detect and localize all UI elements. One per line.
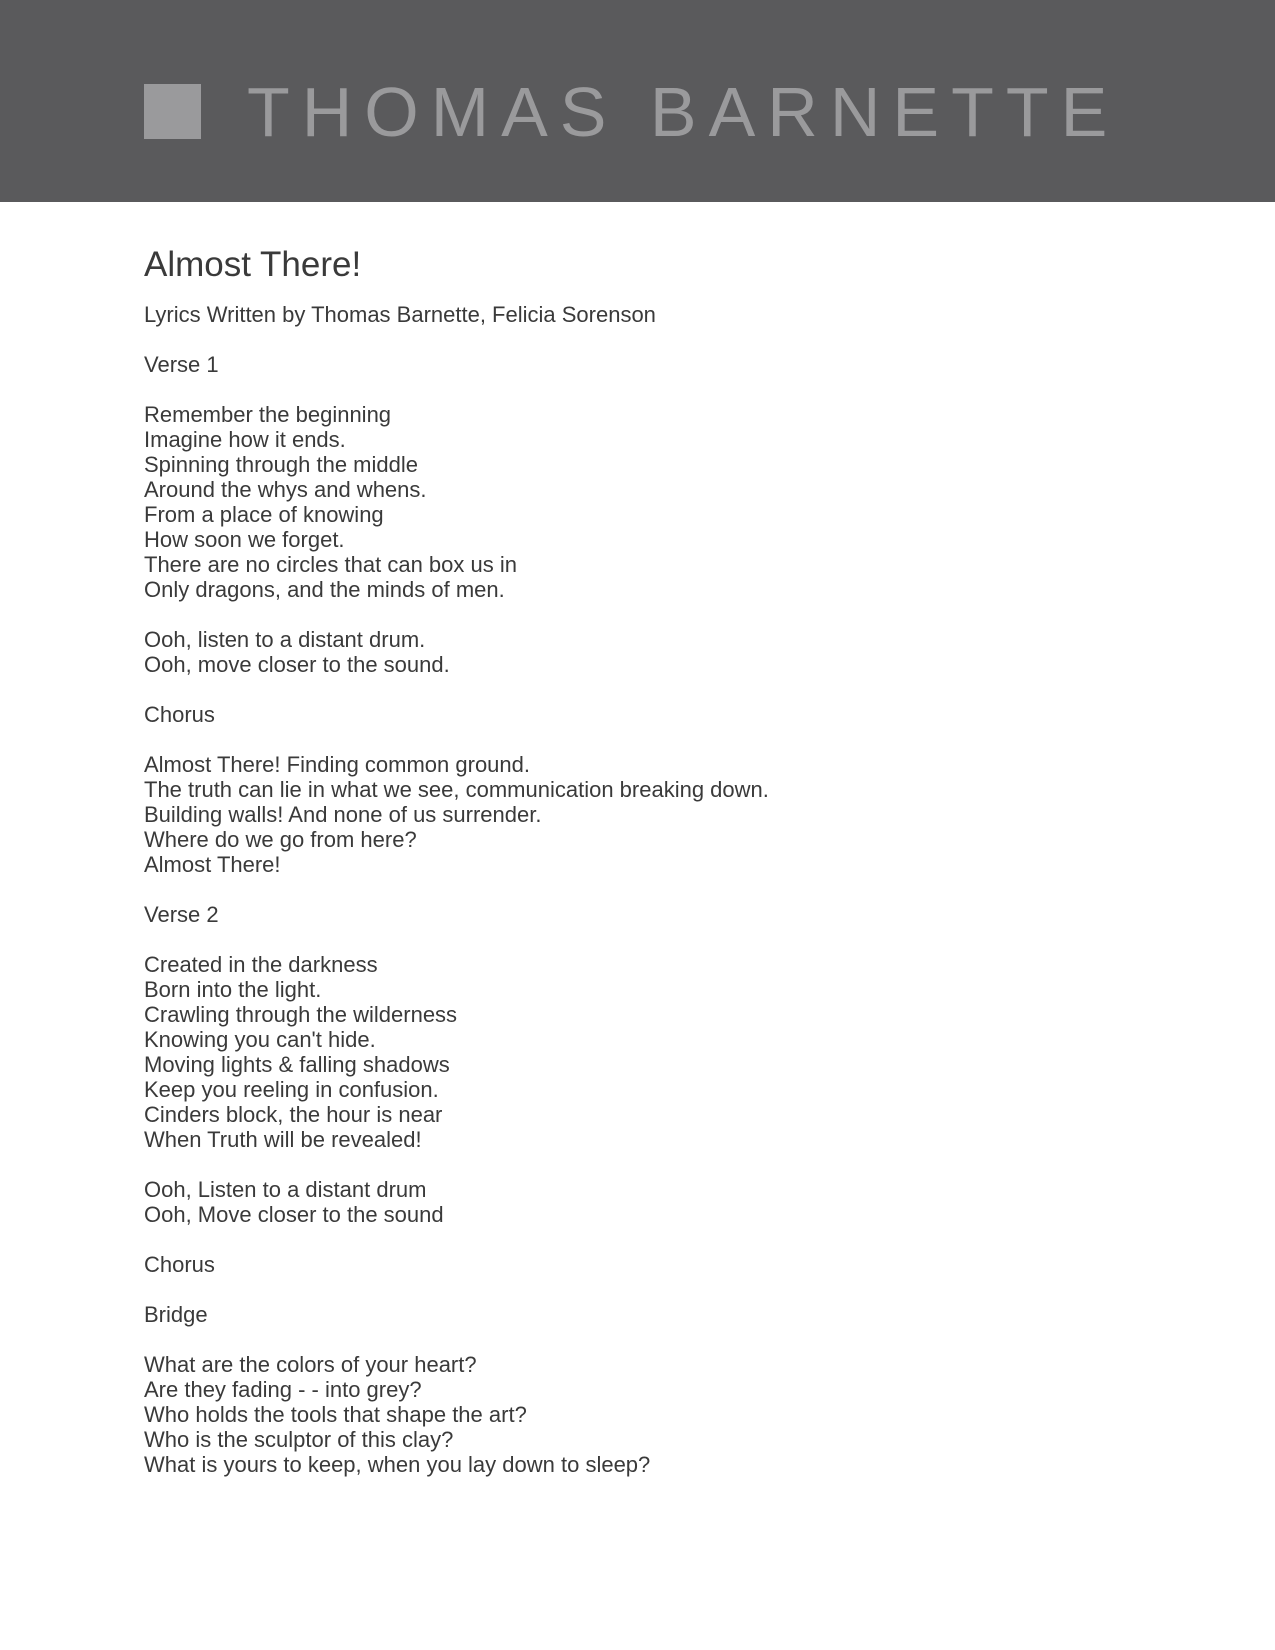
lyric-line: Who is the sculptor of this clay? — [144, 1427, 454, 1452]
stanza — [144, 752, 1194, 877]
stanza — [144, 1177, 1194, 1227]
brand-name: THOMAS BARNETTE — [247, 73, 1120, 151]
lyric-line: Ooh, Move closer to the sound — [144, 1202, 444, 1227]
lyric-line: Spinning through the middle — [144, 452, 418, 477]
lyric-line: Ooh, listen to a distant drum. — [144, 627, 426, 652]
lyric-line: What are the colors of your heart? — [144, 1352, 477, 1377]
lyric-line: Who holds the tools that shape the art? — [144, 1402, 527, 1427]
lyric-line: Cinders block, the hour is near — [144, 1102, 443, 1127]
lyric-line: Are they fading - - into grey? — [144, 1377, 422, 1402]
lyric-line: Building walls! And none of us surrender. — [144, 802, 542, 827]
lyric-line: What is yours to keep, when you lay down to sleep? — [144, 1452, 651, 1477]
stanza — [144, 1352, 1194, 1477]
lyric-line: Created in the darkness — [144, 952, 378, 977]
header-band — [0, 0, 1275, 202]
lyric-line: Moving lights & falling shadows — [144, 1052, 450, 1077]
lyric-line: Crawling through the wilderness — [144, 1002, 458, 1027]
section-label-chorus: Chorus — [144, 702, 215, 727]
lyric-line: There are no circles that can box us in — [144, 552, 517, 577]
logo-square-icon — [144, 84, 201, 139]
lyric-line: Where do we go from here? — [144, 827, 417, 852]
song-credits: Lyrics Written by Thomas Barnette, Felicia Sorenson — [144, 302, 656, 327]
lyric-line: When Truth will be revealed! — [144, 1127, 422, 1152]
lyric-line: Born into the light. — [144, 977, 322, 1002]
lyrics-document — [144, 240, 1194, 1502]
lyric-line: Almost There! — [144, 852, 281, 877]
lyric-line: Ooh, move closer to the sound. — [144, 652, 450, 677]
lyric-line: The truth can lie in what we see, communication breaking down. — [144, 777, 769, 802]
lyric-line: Only dragons, and the minds of men. — [144, 577, 505, 602]
lyric-line: Imagine how it ends. — [144, 427, 346, 452]
stanza — [144, 627, 1194, 677]
lyric-line: Knowing you can't hide. — [144, 1027, 376, 1052]
lyric-line: How soon we forget. — [144, 527, 345, 552]
section-label-verse-2: Verse 2 — [144, 902, 219, 927]
section-label-bridge: Bridge — [144, 1302, 208, 1327]
lyric-line: Almost There! Finding common ground. — [144, 752, 530, 777]
song-title: Almost There! — [144, 245, 362, 284]
lyric-line: Ooh, Listen to a distant drum — [144, 1177, 427, 1202]
stanza — [144, 402, 1194, 602]
section-label-verse-1: Verse 1 — [144, 352, 219, 377]
lyric-line: Keep you reeling in confusion. — [144, 1077, 439, 1102]
section-label-chorus: Chorus — [144, 1252, 215, 1277]
lyric-line: Around the whys and whens. — [144, 477, 427, 502]
lyric-line: Remember the beginning — [144, 402, 392, 427]
stanza — [144, 952, 1194, 1152]
lyric-line: From a place of knowing — [144, 502, 384, 527]
